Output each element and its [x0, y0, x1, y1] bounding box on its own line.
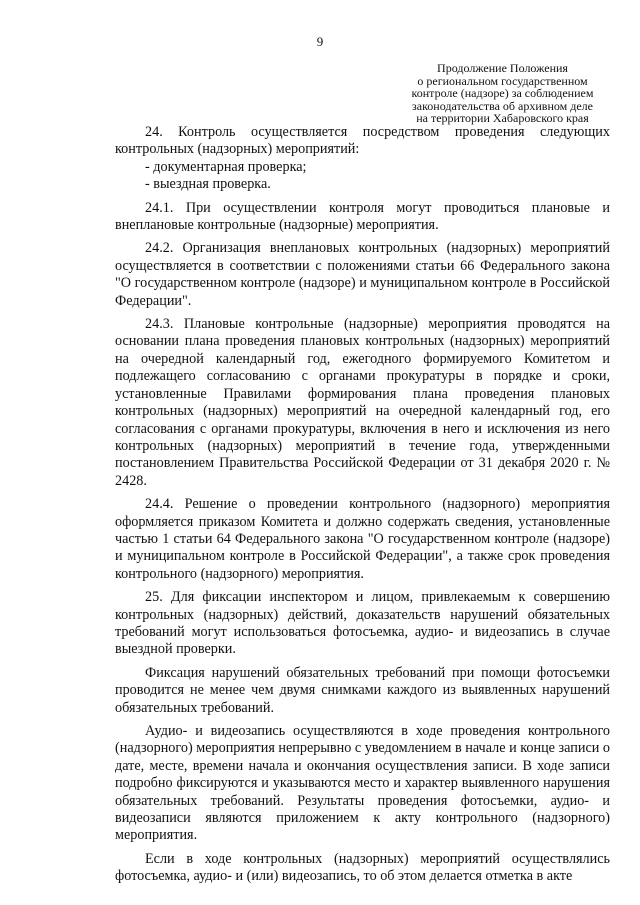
header-line: о региональном государственном	[417, 73, 588, 88]
page-number: 9	[316, 34, 324, 49]
paragraph-24-3: 24.3. Плановые контрольные (надзорные) мероприятия проводятся на основании плана проведения плановых контрольных (надзорных) мероприятий на очередной календарный год, ежегодного формируемого Комитетом и подлежащего согласованию с органами прокуратуры в порядке и сроки, установленные Правилами формирования плана проведения плановых контрольных (надзорных) мероприятий на очередной календарный год, его согласования с органами прокуратуры, включения в него и исключения из него контрольных (надзорных) мероприятий в течение года, утвержденными постановлением Правительства Российской Федерации от 31 декабря 2020 г. № 2428.	[115, 316, 610, 489]
list-item-field-check: - выездная проверка.	[145, 176, 271, 193]
paragraph-24: 24. Контроль осуществляется посредством проведения следующих контрольных (надзорных) мероприятий:	[115, 124, 610, 158]
header-line: на территории Хабаровского края	[416, 111, 589, 125]
paragraph-25-audio-video: Аудио- и видеозапись осуществляются в ходе проведения контрольного (надзорного) мероприятия непрерывно с уведомлением в начале и конце записи о дате, месте, времени начала и окончания осуществления записи. В ходе записи подробно фиксируются и указываются место и характер выявленного нарушения обязательных требований. Результаты проведения фотосъемки, аудио- и видеозаписи являются приложением к акту контрольного (надзорного) мероприятия.	[115, 723, 610, 844]
paragraph-24-1: 24.1. При осуществлении контроля могут проводиться плановые и внеплановые контрольные (надзорные) мероприятия.	[115, 199, 610, 234]
header-line: законодательства об архивном деле	[412, 98, 593, 113]
document-body	[115, 124, 610, 892]
paragraph-24-4: 24.4. Решение о проведении контрольного (надзорного) мероприятия оформляется приказом Комитета и должно содержать сведения, установленные частью 1 статьи 64 Федерального закона "О государственном контроле (надзоре) и муниципальном контроле в Российской Федерации", а также срок проведения контрольного (надзорного) мероприятия.	[115, 496, 610, 582]
paragraph-25: 25. Для фиксации инспектором и лицом, привлекаемым к совершению контрольных (надзорных) действий, доказательств нарушений обязательных требований могут использоваться фотосъемка, аудио- и видеозапись в случае выездной проверки.	[115, 589, 610, 658]
paragraph-24-2: 24.2. Организация внеплановых контрольных (надзорных) мероприятий осуществляется в соответствии с положениями статьи 66 Федерального закона "О государственном контроле (надзоре) и муниципальном контроле в Российской Федерации".	[115, 240, 610, 309]
list-item-documentary-check: - документарная проверка;	[145, 158, 307, 175]
document-header	[400, 62, 605, 125]
paragraph-25-photo: Фиксация нарушений обязательных требований при помощи фотосъемки проводится не менее чем двумя снимками каждого из выявленных нарушений обязательных требований.	[115, 664, 610, 716]
header-line: Продолжение Положения	[437, 61, 568, 75]
paragraph-25-last: Если в ходе контрольных (надзорных) мероприятий осуществлялись фотосъемка, аудио- и (или) видеозапись, то об этом делается отметка в акте	[115, 850, 610, 885]
header-line: контроле (надзоре) за соблюдением	[411, 86, 594, 100]
